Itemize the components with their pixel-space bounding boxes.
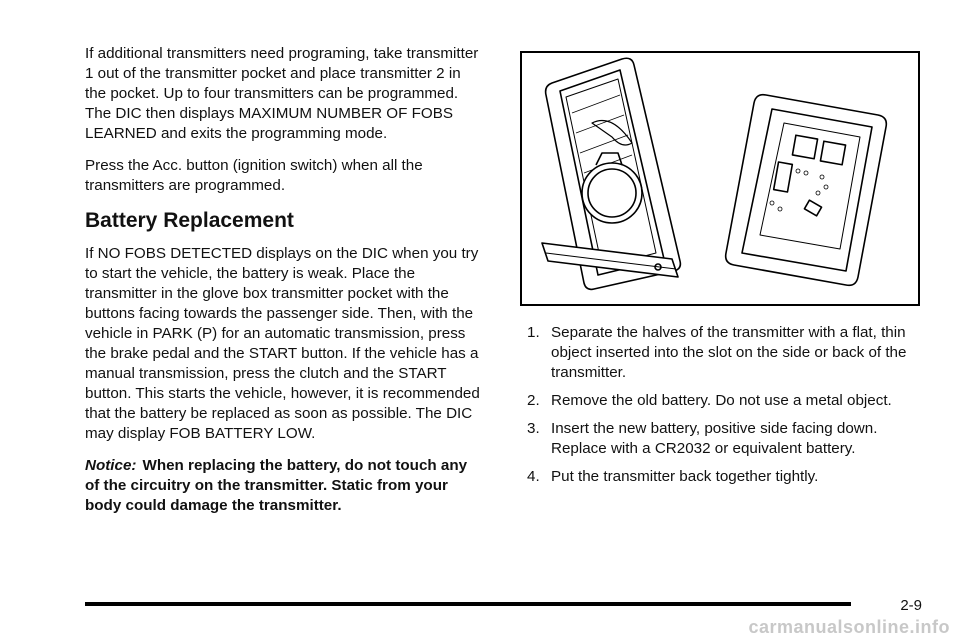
transmitter-drawing <box>522 53 918 304</box>
acc-button-paragraph: Press the Acc. button (ignition switch) when all the transmitters are programmed. <box>85 157 423 194</box>
notice-label: Notice: <box>85 457 137 474</box>
step-item <box>527 467 907 487</box>
step-number: 4. <box>527 468 540 485</box>
circuit-chip-1 <box>792 135 817 159</box>
notice-paragraph <box>85 456 480 516</box>
circuit-chip-2 <box>820 141 845 165</box>
circuit-component-2 <box>804 200 821 216</box>
battery-weak-paragraph: If NO FOBS DETECTED displays on the DIC when you try to start the vehicle, the battery is weak. Place the transmitter in the glove box transmitter pocket with the buttons facing towards the passenger side. Then, with the vehicle in PARK (P) for an automatic transmission, press the brake pedal and the START button. If the vehicle has a manual transmission, press the clutch and the START button. This starts the vehicle, however, it is recommended that the battery be replaced as soon as possible. The DIC may display FOB BATTERY LOW. <box>85 245 480 442</box>
notice-text: When replacing the battery, do not touch any of the circuitry on the transmitter. Static from your body could damage the transmitter. <box>85 457 468 514</box>
step-text: Insert the new battery, positive side facing down. Replace with a CR2032 or equivalent battery. <box>551 420 878 457</box>
transmitter-illustration <box>520 51 920 306</box>
programming-paragraph: If additional transmitters need programing, take transmitter 1 out of the transmitter pocket and place transmitter 2 in the pocket. Up to four transmitters can be programmed. The DIC then displays MAXIMUM NUMBER OF FOBS LEARNED and exits the programming mode. <box>85 45 479 142</box>
watermark: carmanualsonline.info <box>748 617 950 637</box>
step-number: 1. <box>527 324 540 341</box>
page-number: 2-9 <box>900 597 922 614</box>
step-text: Separate the halves of the transmitter with a flat, thin object inserted into the slot on the side or back of the transmitter. <box>551 324 907 381</box>
step-text: Put the transmitter back together tightly. <box>551 468 819 485</box>
hatching-lines <box>572 95 632 173</box>
transmitter-right-half-outline <box>726 95 887 286</box>
step-text: Remove the old battery. Do not use a metal object. <box>551 392 892 409</box>
step-number: 3. <box>527 420 540 437</box>
circuit-component-1 <box>774 162 793 192</box>
transmitter-right-inner-outline <box>742 109 872 271</box>
battery-disc-outer <box>582 163 642 223</box>
step-item <box>527 419 907 459</box>
footer-rule <box>85 602 851 606</box>
step-item <box>527 323 907 383</box>
left-column <box>85 44 480 528</box>
section-heading: Battery Replacement <box>85 209 294 232</box>
instruction-steps <box>527 323 907 495</box>
step-number: 2. <box>527 392 540 409</box>
step-item <box>527 391 907 411</box>
